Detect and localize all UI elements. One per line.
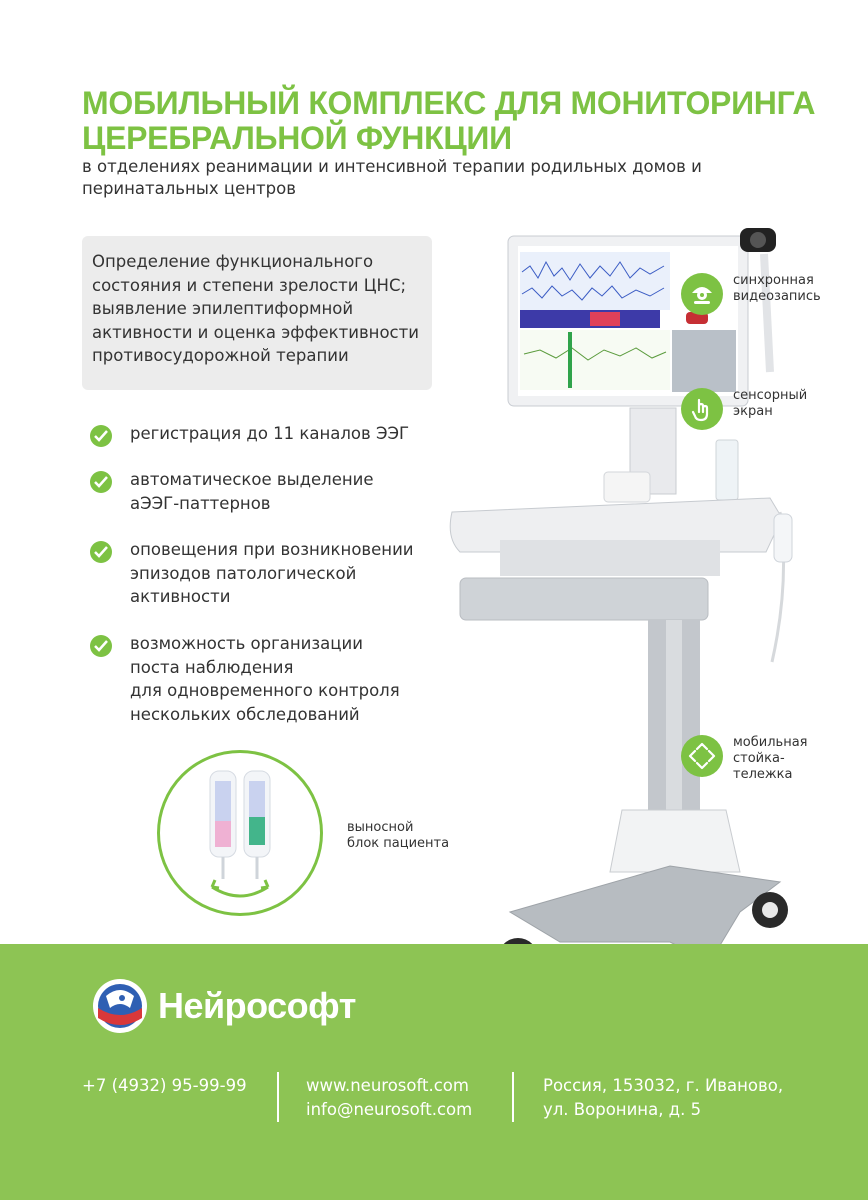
- check-icon: [90, 425, 112, 447]
- callout-video: [681, 273, 821, 315]
- brand-name: Нейрософт: [158, 985, 356, 1026]
- feature-text: регистрация до 11 каналов ЭЭГ: [130, 424, 410, 443]
- feature-text: автоматическое выделение аЭЭГ-паттернов: [130, 470, 374, 513]
- callout-mobile-text: мобильная стойка- тележка: [733, 735, 808, 782]
- feature-item: [90, 422, 409, 447]
- feature-text: возможность организации поста наблюдения для одновременного контроля нескольких обследований: [130, 634, 400, 724]
- feature-item: [90, 632, 400, 726]
- web-contacts[interactable]: www.neurosoft.com info@neurosoft.com: [306, 1076, 473, 1119]
- touch-icon: [681, 388, 723, 430]
- callout-mobile: [681, 735, 807, 783]
- neurosoft-logo: [92, 978, 148, 1034]
- divider: [512, 1072, 514, 1122]
- check-icon: [90, 541, 112, 563]
- address: Россия, 153032, г. Иваново, ул. Воронина, д. 5: [543, 1076, 784, 1119]
- callout-touch-text: сенсорный экран: [733, 388, 808, 419]
- callout-touch: [681, 388, 807, 430]
- brand: [92, 978, 356, 1034]
- page-title: МОБИЛЬНЫЙ КОМПЛЕКС ДЛЯ МОНИТОРИНГА ЦЕРЕБРАЛЬНОЙ ФУНКЦИИ: [82, 85, 816, 156]
- divider: [277, 1072, 279, 1122]
- page-subtitle: в отделениях реанимации и интенсивной терапии родильных домов и перинатальных центров: [82, 157, 702, 198]
- check-icon: [90, 635, 112, 657]
- patient-unit-label: выносной блок пациента: [347, 820, 450, 851]
- feature-text: оповещения при возникновении эпизодов патологической активности: [130, 540, 414, 606]
- phone[interactable]: +7 (4932) 95-99-99: [82, 1076, 247, 1095]
- feature-item: [90, 468, 374, 515]
- camera-icon: [681, 273, 723, 315]
- intro-box: Определение функционального состояния и степени зрелости ЦНС; выявление эпилептиформной активности и оценка эффективности противосудорожной терапии: [82, 236, 432, 390]
- check-icon: [90, 471, 112, 493]
- move-arrows-icon: [681, 735, 723, 777]
- patient-unit-image: [157, 750, 323, 916]
- callout-video-text: синхронная видеозапись: [733, 273, 821, 304]
- feature-item: [90, 538, 414, 609]
- monitoring-cart-image: [440, 222, 800, 1032]
